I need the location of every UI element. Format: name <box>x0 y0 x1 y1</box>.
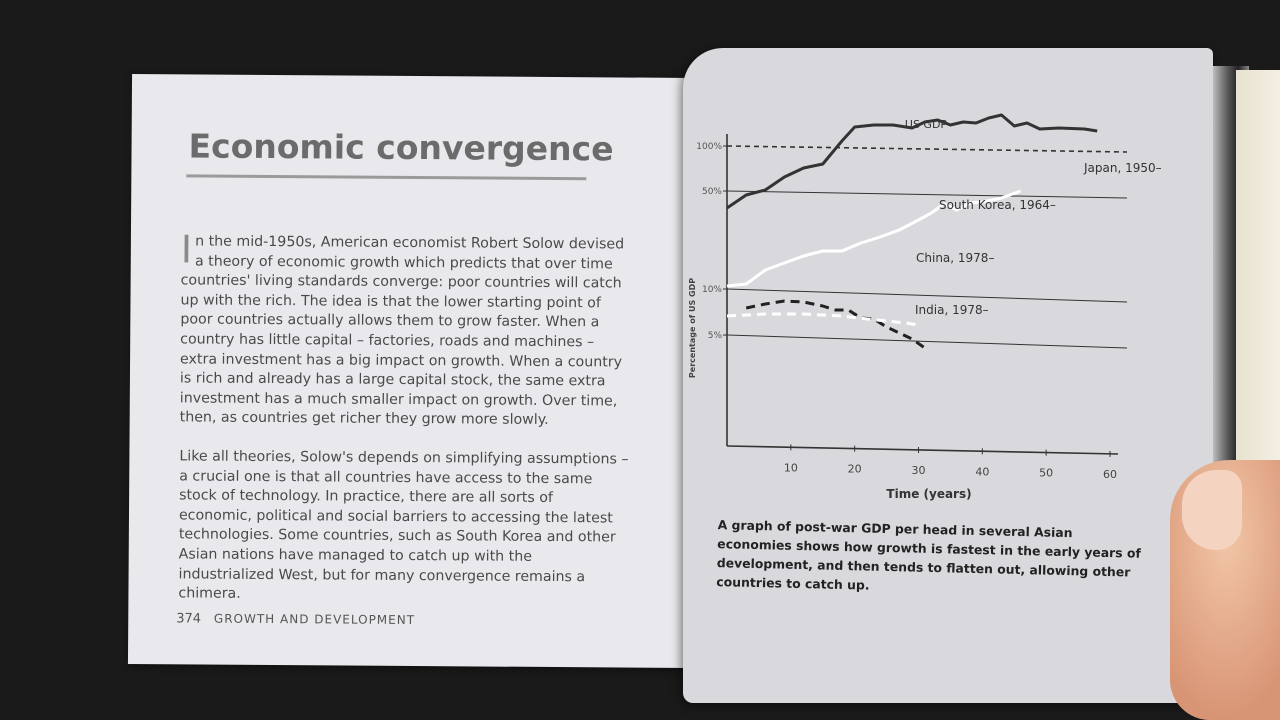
chart-caption: A graph of post-war GDP per head in several Asian economies shows how growth is fastest in the early years of development, and then tends to flatten out, allowing other countries to catch up. <box>716 517 1142 593</box>
y-axis-label: Percentage of US GDP <box>688 277 697 379</box>
x-tick-label: 10 <box>783 461 798 475</box>
x-tick-label: 60 <box>1103 468 1117 481</box>
section-name: GROWTH AND DEVELOPMENT <box>213 611 416 628</box>
left-page <box>128 74 694 668</box>
us-gdp-line <box>727 146 1127 152</box>
drop-cap: I <box>180 227 193 272</box>
x-tick-label: 30 <box>911 464 926 477</box>
y-tick-label: 100% <box>696 142 722 152</box>
page-title: Economic convergence <box>188 126 614 169</box>
x-axis-label: Time (years) <box>886 487 972 501</box>
right-page <box>683 48 1213 703</box>
gridline-10 <box>727 289 1127 302</box>
series-label-0: Japan, 1950– <box>1084 161 1162 175</box>
us-gdp-label: US GDP <box>904 118 948 131</box>
series-label-1: South Korea, 1964– <box>939 198 1056 212</box>
gdp-chart <box>683 48 1213 518</box>
paragraph-1 <box>179 227 631 431</box>
series-line-3 <box>727 314 919 325</box>
series-label-3: India, 1978– <box>915 303 989 317</box>
folio <box>176 611 415 628</box>
page-number: 374 <box>176 611 202 627</box>
paragraph-2: Like all theories, Solow's depends on simplifying assumptions – a crucial one is that all countries have access to the same stock of technology. In practice, there are all sorts of economic, political and social barriers to accessing the latest technologies. Some countries, such as South Korea and other Asian nations have managed to catch up with the industrialized West, but for many convergence remains a chimera. <box>178 448 629 602</box>
x-tick-label: 50 <box>1039 466 1054 480</box>
body-text <box>178 227 631 626</box>
x-tick-label: 40 <box>975 465 990 479</box>
paragraph-1-text: n the mid-1950s, American economist Robert Solow devised a theory of economic growth which predicts that over time countries' living standards converge: poor countries will catch up with the rich. The idea is that the lower starting point of poor countries actually allows them to grow faster. When a country has little capital – factories, roads and machines – extra investment has a big impact on growth. When a country is rich and already has a large capital stock, the same extra investment has a much smaller impact on growth. Over time, then, as countries get richer they grow more slowly. <box>179 233 625 429</box>
x-axis <box>727 446 1118 454</box>
y-tick-label: 5% <box>707 331 722 341</box>
gridline-50 <box>727 191 1127 198</box>
y-tick-label: 10% <box>701 285 722 295</box>
series-label-2: China, 1978– <box>916 251 995 265</box>
gridline-5 <box>727 335 1127 348</box>
title-rule <box>186 174 586 180</box>
x-tick-label: 20 <box>847 462 862 476</box>
thumbnail <box>1182 470 1242 550</box>
y-tick-label: 50% <box>701 187 722 197</box>
